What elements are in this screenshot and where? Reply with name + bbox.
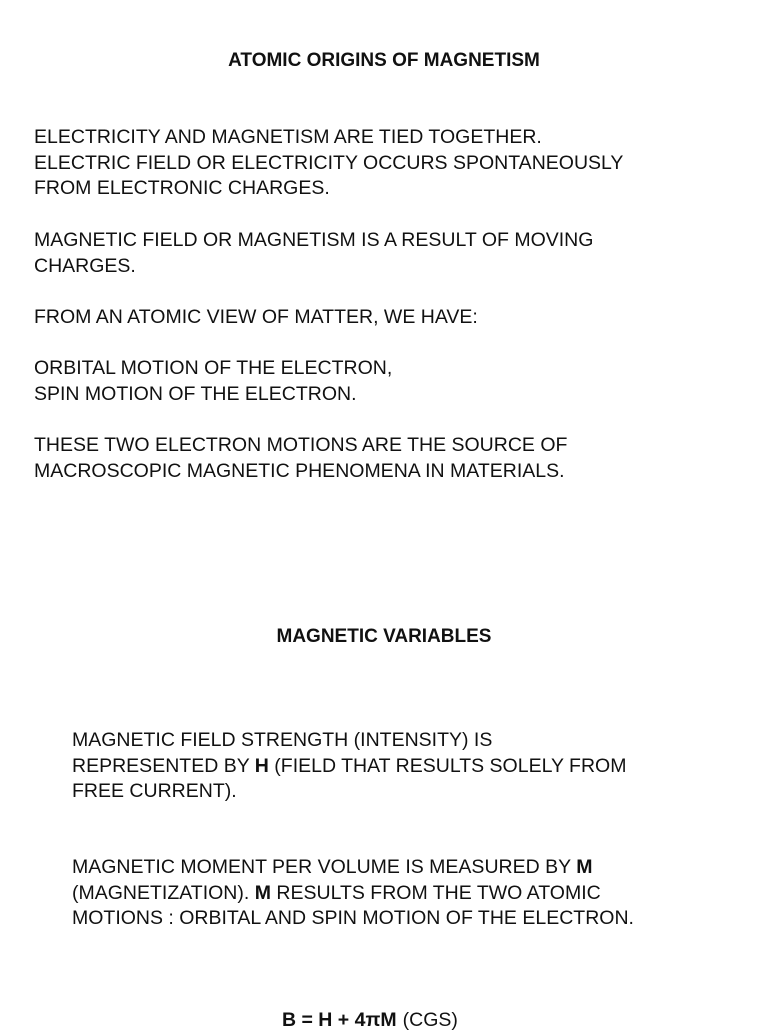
section-title-magnetic-variables: MAGNETIC VARIABLES bbox=[276, 626, 492, 647]
paragraph-atomic-view: FROM AN ATOMIC VIEW OF MATTER, WE HAVE: bbox=[34, 306, 478, 328]
symbol-m-2: M bbox=[254, 881, 271, 904]
paragraph-macroscopic-phenomena: THESE TWO ELECTRON MOTIONS ARE THE SOURCE OF MACROSCOPIC MAGNETIC PHENOMENA IN MATERIALS. bbox=[34, 434, 568, 482]
magnetization-text-2: (MAGNETIZATION). bbox=[72, 881, 250, 904]
symbol-h: H bbox=[254, 754, 269, 777]
paragraph-moving-charges: MAGNETIC FIELD OR MAGNETISM IS A RESULT OF MOVING CHARGES. bbox=[34, 229, 594, 277]
paragraph-field-strength bbox=[72, 728, 752, 805]
field-strength-text-1: MAGNETIC FIELD STRENGTH (INTENSITY) IS REPRESENTED BY bbox=[72, 729, 493, 777]
equation-formula: B = H + 4πM bbox=[282, 1009, 397, 1031]
magnetization-text-3: RESULTS FROM THE TWO ATOMIC MOTIONS : ORBITAL AND SPIN MOTION OF THE ELECTRON. bbox=[72, 881, 634, 930]
field-strength-text-2: (FIELD THAT RESULTS SOLELY FROM FREE CURRENT). bbox=[72, 754, 627, 803]
magnetization-text-1: MAGNETIC MOMENT PER VOLUME IS MEASURED BY bbox=[72, 856, 577, 878]
paragraph-magnetization bbox=[72, 855, 752, 932]
equation-b-field bbox=[282, 1008, 458, 1034]
equation-units: (CGS) bbox=[402, 1009, 458, 1031]
symbol-m-1: M bbox=[576, 856, 593, 878]
section-title-atomic-origins: ATOMIC ORIGINS OF MAGNETISM bbox=[228, 50, 540, 71]
paragraph-electricity-magnetism: ELECTRICITY AND MAGNETISM ARE TIED TOGETHER. ELECTRIC FIELD OR ELECTRICITY OCCURS SPONTANEOUSLY FROM ELECTRONIC CHARGES. bbox=[34, 126, 624, 200]
paragraph-electron-motions: ORBITAL MOTION OF THE ELECTRON, SPIN MOTION OF THE ELECTRON. bbox=[34, 357, 393, 405]
